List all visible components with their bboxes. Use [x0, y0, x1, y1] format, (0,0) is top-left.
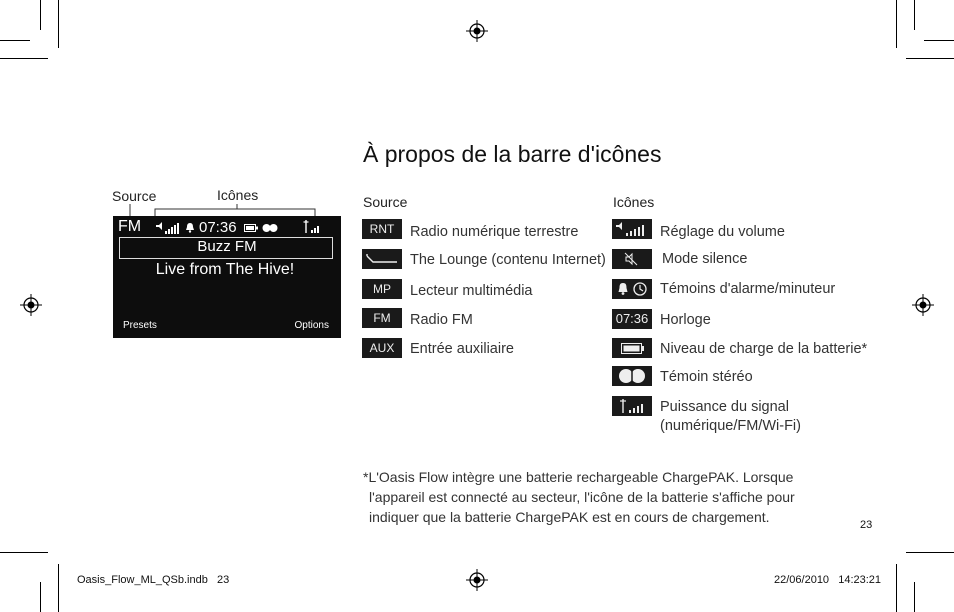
stereo-icon — [262, 223, 278, 233]
source-label-lounge: The Lounge (contenu Internet) — [410, 252, 606, 268]
volume-icon — [155, 221, 181, 234]
icon-label-signal-line2: (numérique/FM/Wi-Fi) — [660, 418, 801, 434]
source-label-fm: Radio FM — [410, 312, 473, 328]
icon-label-battery: Niveau de charge de la batterie* — [660, 341, 868, 357]
icon-label-mute: Mode silence — [662, 251, 748, 267]
crop-mark — [40, 0, 41, 30]
source-label-mp: Lecteur multimédia — [410, 283, 533, 299]
registration-mark-icon — [20, 294, 42, 316]
crop-mark — [896, 564, 897, 612]
source-badge-lounge — [362, 249, 402, 269]
battery-icon — [244, 224, 258, 232]
icon-label-clock: Horloge — [660, 312, 711, 328]
crop-mark — [0, 40, 30, 41]
footnote-line: *L'Oasis Flow intègre une batterie rechargeable ChargePAK. Lorsque — [363, 469, 794, 485]
lcd-softkey-presets: Presets — [123, 320, 157, 331]
lcd-mode: FM — [118, 218, 142, 235]
crop-mark — [924, 40, 954, 41]
icon-badge-alarm — [612, 279, 652, 299]
crop-mark — [914, 582, 915, 612]
icon-label-volume: Réglage du volume — [660, 224, 785, 240]
footnote-line: l'appareil est connecté au secteur, l'icône de la batterie s'affiche pour — [369, 489, 795, 505]
source-badge-mp: MP — [362, 279, 402, 299]
crop-mark — [58, 0, 59, 48]
registration-mark-icon — [466, 20, 488, 42]
crop-mark — [0, 552, 48, 553]
lounge-icon — [362, 249, 402, 269]
crop-mark — [896, 0, 897, 48]
icon-label-alarm: Témoins d'alarme/minuteur — [660, 281, 836, 297]
icon-label-signal: Puissance du signal — [660, 399, 789, 415]
volume-icon — [612, 219, 652, 239]
source-badge-fm: FM — [362, 308, 402, 328]
footer-filename: Oasis_Flow_ML_QSb.indb 23 — [77, 574, 230, 586]
footer-datetime: 22/06/2010 14:23:21 — [774, 574, 882, 586]
registration-mark-icon — [466, 569, 488, 591]
icon-label-stereo: Témoin stéréo — [660, 369, 753, 385]
source-label-aux: Entrée auxiliaire — [410, 341, 514, 357]
crop-mark — [914, 0, 915, 30]
page-title: À propos de la barre d'icônes — [363, 141, 662, 167]
source-badge-aux: AUX — [362, 338, 402, 358]
page-number: 23 — [860, 519, 873, 531]
footnote-line: indiquer que la batterie ChargePAK est en cours de chargement. — [369, 509, 770, 525]
crop-mark — [0, 58, 48, 59]
icon-badge-mute — [612, 249, 652, 269]
signal-icon — [303, 219, 323, 234]
icon-badge-battery — [612, 338, 652, 358]
alarm-bell-icon — [185, 222, 195, 233]
icon-badge-volume — [612, 219, 652, 239]
icon-badge-signal — [612, 396, 652, 416]
signal-icon — [612, 396, 652, 416]
stereo-icon — [612, 366, 652, 386]
alarm-timer-icon — [612, 279, 652, 299]
lcd-softkey-options: Options — [294, 320, 329, 331]
crop-mark — [906, 58, 954, 59]
lcd-radiotext: Live from The Hive! — [155, 261, 295, 278]
lcd-time: 07:36 — [199, 219, 237, 236]
source-badge-rnt: RNT — [362, 219, 402, 239]
crop-mark — [58, 564, 59, 612]
icon-badge-stereo — [612, 366, 652, 386]
source-heading: Source — [363, 194, 408, 210]
battery-icon — [612, 338, 652, 358]
lcd-display — [113, 216, 341, 338]
icon-badge-clock: 07:36 — [612, 309, 652, 329]
lcd-source-callout: Source — [112, 188, 157, 204]
source-label-rnt: Radio numérique terrestre — [410, 224, 579, 240]
crop-mark — [906, 552, 954, 553]
lcd-station-name: Buzz FM — [197, 238, 257, 255]
crop-mark — [40, 582, 41, 612]
battery-footnote — [363, 467, 795, 527]
lcd-icons-callout: Icônes — [217, 187, 259, 203]
icons-heading: Icônes — [613, 194, 655, 210]
mute-icon — [612, 249, 652, 269]
registration-mark-icon — [912, 294, 934, 316]
